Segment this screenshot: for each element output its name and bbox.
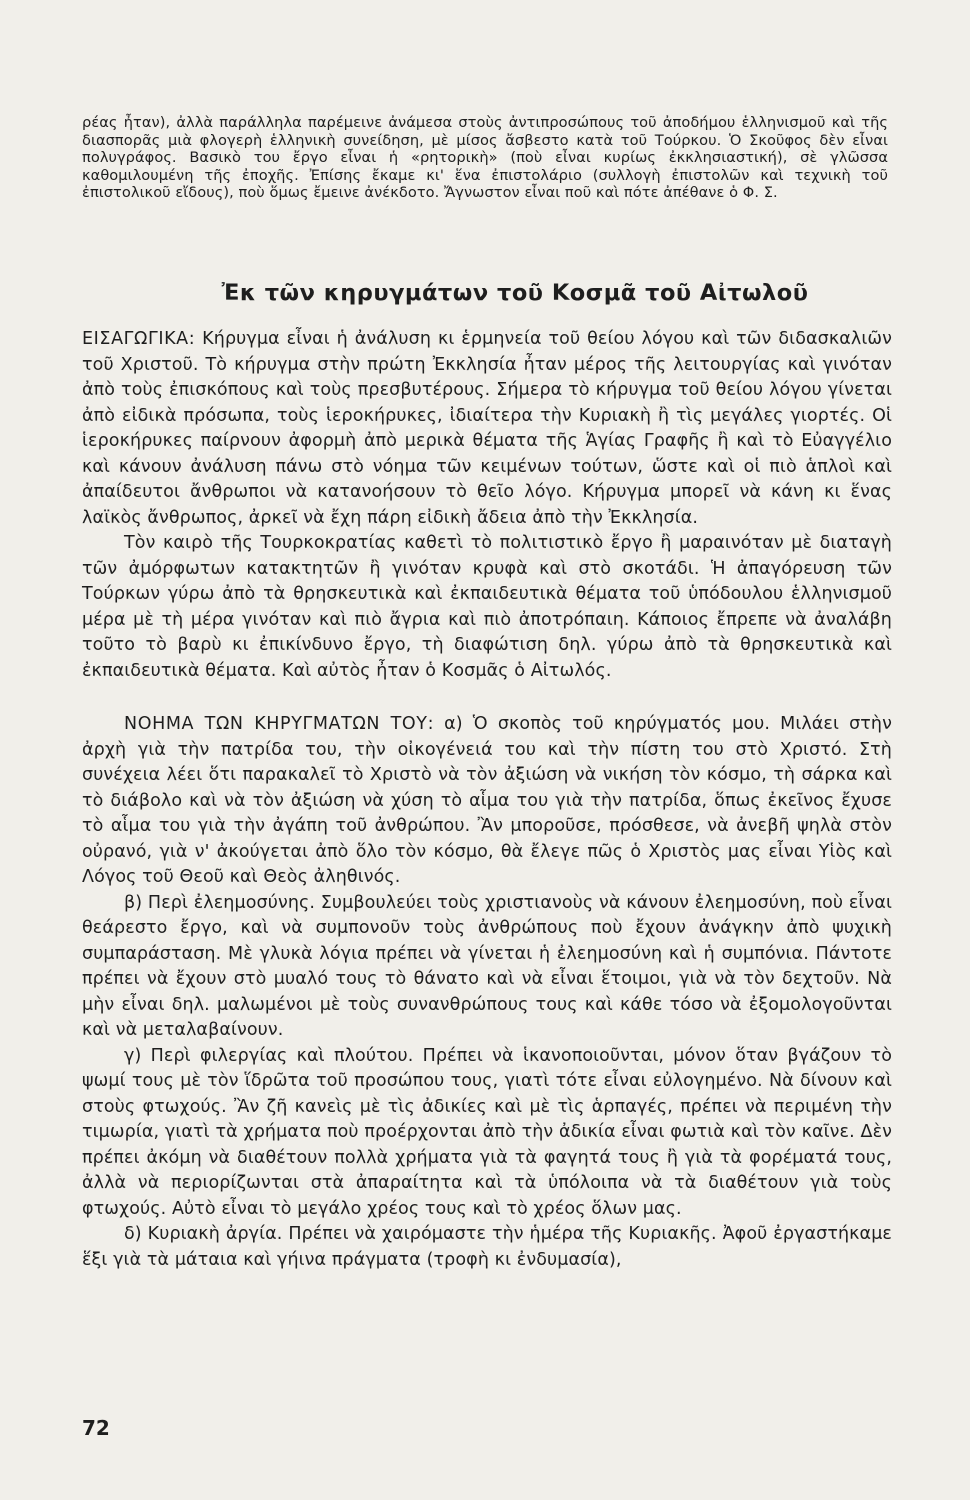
- page-number: 72: [82, 1416, 110, 1440]
- eisagogika-text: Κήρυγμα εἶναι ἡ ἀνάλυση κι ἑρμηνεία τοῦ θείου λόγου καὶ τῶν διδασκαλιῶν τοῦ Χριστοῦ. Τὸ κήρυγμα στὴν πρώτη Ἐκκλησία ἦταν μέρος τῆς λειτουργίας καὶ γινόταν ἀπὸ τοὺς ἐπισκόπους καὶ τοὺς πρεσβυτέρους. Σήμερα τὸ κήρυγμα τοῦ θείου λόγου γίνεται ἀπὸ εἰδικὰ πρόσωπα, τοὺς ἱεροκήρυκες, ἰδιαίτερα τὴν Κυριακὴ ἢ τὶς μεγάλες γιορτές. Οἱ ἱεροκήρυκες παίρνουν ἀφορμὴ ἀπὸ μερικὰ θέματα τῆς Ἁγίας Γραφῆς ἢ καὶ τὸ Εὐαγγέλιο καὶ κάνουν ἀνάλυση πάνω στὸ νόημα τῶν κειμένων τούτων, ὥστε καὶ οἱ πιὸ ἁπλοὶ καὶ ἀπαίδευτοι ἄνθρωποι νὰ κατανοήσουν τὸ θεῖο λόγο. Κήρυγμα μπορεῖ νὰ κάνη κι ἕνας λαϊκὸς ἄνθρωπος, ἀρκεῖ νὰ ἔχη πάρη εἰδικὴ ἄδεια ἀπὸ τὴν Ἐκκλησία.: [82, 329, 892, 528]
- paragraph-noima: [82, 712, 892, 891]
- paragraph-eisagogika: [82, 327, 892, 531]
- main-text: [82, 327, 892, 1273]
- noima-text: α) Ὁ σκοπὸς τοῦ κηρύγματός μου. Μιλάει στὴν ἀρχὴ γιὰ τὴν πατρίδα του, τὴν οἰκογένειά του καὶ τὴν πίστη του στὸ Χριστό. Στὴ συνέχεια λέει ὅτι παρακαλεῖ τὸ Χριστὸ νὰ τὸν ἀξιώση νὰ νικήση τὸν κόσμο, τὴ σάρκα καὶ τὸ διάβολο καὶ νὰ τὸν ἀξιώση νὰ χύση τὸ αἷμα του γιὰ τὴν πατρίδα, ὅπως ἐκεῖνος ἔχυσε τὸ αἷμα του γιὰ τὴν ἀγάπη τοῦ ἀνθρώπου. Ἂν μποροῦσε, πρόσθεσε, νὰ ἀνεβῆ ψηλὰ στὸν οὐρανό, γιὰ ν' ἀκούγεται ἀπὸ ὅλο τὸν κόσμο, θὰ ἔλεγε πῶς ὁ Χριστὸς μας εἶναι Υἱὸς καὶ Λόγος τοῦ Θεοῦ καὶ Θεὸς ἀληθινός.: [82, 714, 892, 887]
- intro-text: ρέας ἦταν), ἀλλὰ παράλληλα παρέμεινε ἀνάμεσα στοὺς ἀντιπροσώπους τοῦ ἀποδήμου ἑλληνισμοῦ καὶ τῆς διασπορᾶς μιὰ φλογερὴ ἑλληνικὴ συνείδηση, μὲ μίσος ἄσβεστο κατὰ τοῦ Τούρκου. Ὁ Σκοῦφος δὲν εἶναι πολυγράφος. Βασικὸ του ἔργο εἶναι ἡ «ρητορικὴ» (ποὺ εἶναι κυρίως ἐκκλησιαστική), σὲ γλῶσσα καθομιλουμένη τῆς ἐποχῆς. Ἐπίσης ἔκαμε κι' ἕνα ἐπιστολάριο (συλλογὴ ἐπιστολῶν καὶ τεχνικὴ τοῦ ἐπιστολικοῦ εἴδους), ποὺ ὅμως ἔμεινε ἀνέκδοτο. Ἄγνωστον εἶναι ποῦ καὶ πότε ἀπέθανε ὁ Φ. Σ.: [82, 114, 888, 202]
- noima-label: ΝΟΗΜΑ ΤΩΝ ΚΗΡΥΓΜΑΤΩΝ ΤΟΥ:: [124, 714, 435, 734]
- paragraph-item-d: δ) Κυριακὴ ἀργία. Πρέπει νὰ χαιρόμαστε τὴν ἡμέρα τῆς Κυριακῆς. Ἀφοῦ ἐργαστήκαμε ἕξι γιὰ τὰ μάταια καὶ γήινα πράγματα (τροφὴ κι ἐνδυμασία),: [82, 1224, 892, 1270]
- eisagogika-label: ΕΙΣΑΓΩΓΙΚΑ:: [82, 329, 196, 349]
- paragraph-item-b: β) Περὶ ἐλεημοσύνης. Συμβουλεύει τοὺς χριστιανοὺς νὰ κάνουν ἐλεημοσύνη, ποὺ εἶναι θεάρεστο ἔργο, καὶ νὰ συμπονοῦν τοὺς ἀνθρώπους ποὺ ἔχουν ἀνάγκην ἀπὸ ψυχικὴ συμπαράσταση. Μὲ γλυκὰ λόγια πρέπει νὰ γίνεται ἡ ἐλεημοσύνη καὶ ἡ συμπόνια. Πάντοτε πρέπει νὰ ἔχουν στὸ μυαλό τους τὸ θάνατο καὶ νὰ εἶναι ἕτοιμοι, γιὰ νὰ τὸν δεχτοῦν. Νὰ μὴν εἶναι δηλ. μαλωμένοι μὲ τοὺς συνανθρώπους τους καὶ κάθε τόσο νὰ ἐξομολογοῦνται καὶ νὰ μεταλαβαίνουν.: [82, 892, 892, 1040]
- section-heading: Ἐκ τῶν κηρυγμάτων τοῦ Κοσμᾶ τοῦ Αἰτωλοῦ: [221, 280, 809, 306]
- intro-paragraph: [82, 114, 888, 202]
- paragraph-item-c: γ) Περὶ φιλεργίας καὶ πλούτου. Πρέπει νὰ ἱκανοποιοῦνται, μόνον ὅταν βγάζουν τὸ ψωμί τους μὲ τὸν ἵδρῶτα τοῦ προσώπου τους, γιατὶ τότε εἶναι εὐλογημένο. Νὰ δίνουν καὶ στοὺς φτωχούς. Ἂν ζῆ κανεὶς μὲ τὶς ἀδικίες καὶ μὲ τὶς ἁρπαγές, πρέπει νὰ περιμένη τὴν τιμωρία, γιατὶ τὰ χρήματα ποὺ προέρχονται ἀπὸ τὴν ἀδικία εἶναι φωτιὰ καὶ τὸν καῖνε. Δὲν πρέπει ἀκόμη νὰ διαθέτουν πολλὰ χρήματα γιὰ τὰ φαγητά τους ἢ γιὰ τὰ φορέματά τους, ἀλλὰ νὰ περιορίζωνται στὰ ἀπαραίτητα καὶ τὰ ὑπόλοιπα νὰ τὰ διαθέτουν γιὰ τοὺς φτωχούς. Αὐτὸ εἶναι τὸ μεγάλο χρέος τους καὶ τὸ χρέος ὅλων μας.: [82, 1045, 892, 1219]
- paragraph-tourkokratia: Τὸν καιρὸ τῆς Τουρκοκρατίας καθετὶ τὸ πολιτιστικὸ ἔργο ἢ μαραινόταν μὲ διαταγὴ τῶν ἀμόρφωτων κατακτητῶν ἢ γινόταν κρυφὰ καὶ στὸ σκοτάδι. Ἡ ἀπαγόρευση τῶν Τούρκων γύρω ἀπὸ τὰ θρησκευτικὰ καὶ ἐκπαιδευτικὰ θέματα τοῦ ὑπόδουλου ἑλληνισμοῦ μέρα μὲ τὴ μέρα γινόταν καὶ πιὸ ἄγρια καὶ πιὸ ἀποτρόπαιη. Κάποιος ἔπρεπε νὰ ἀναλάβη τοῦτο τὸ βαρὺ κι ἐπικίνδυνο ἔργο, τὴ διαφώτιση δηλ. γύρω ἀπὸ τὰ θρησκευτικὰ καὶ ἐκπαιδευτικὰ θέματα. Καὶ αὐτὸς ἦταν ὁ Κοσμᾶς ὁ Αἰτωλός.: [82, 533, 892, 681]
